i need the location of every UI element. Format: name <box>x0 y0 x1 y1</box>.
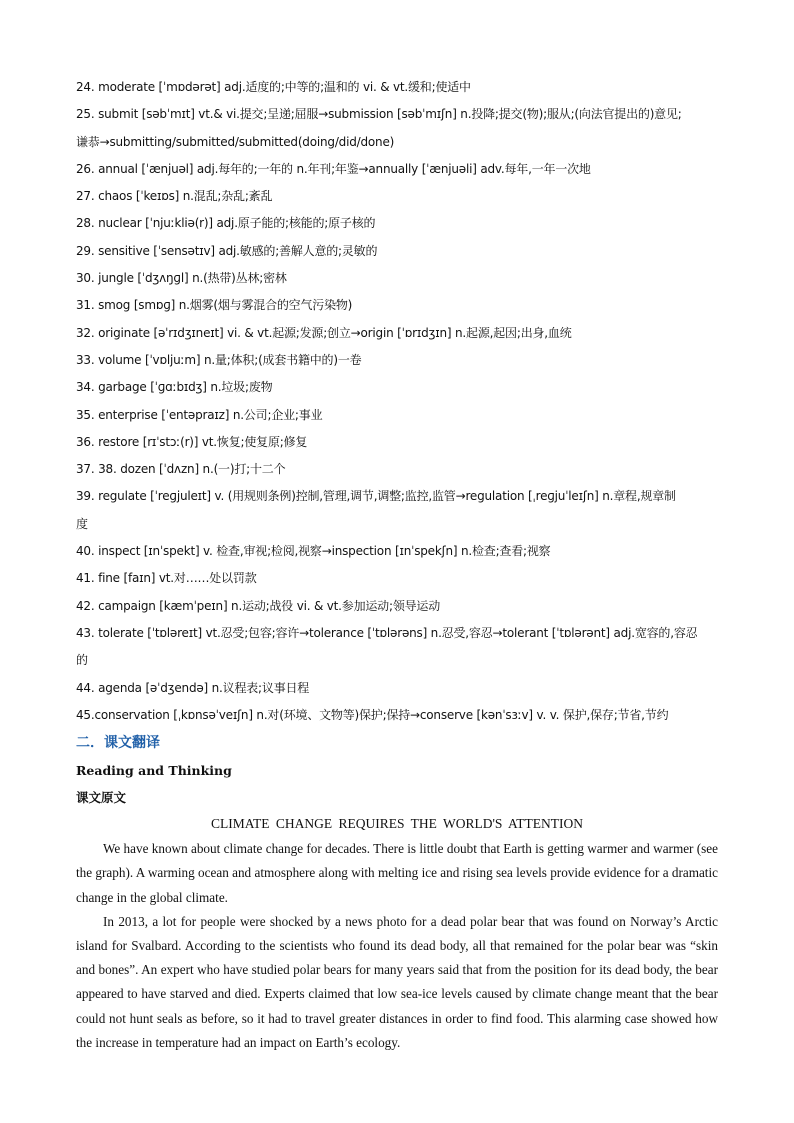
vocab-line-cont: 谦恭→submitting/submitted/submitted(doing/did/done) <box>76 134 395 149</box>
vocab-line: 39. regulate [ˈreɡjuleɪt] v. (用规则条例)控制,管理,调节,调整;监控,监管→regulation [ˌreɡjuˈleɪʃn] n.章程,规章制 <box>76 489 676 504</box>
vocab-item: 28. nuclear [ˈnjuːkliə(r)] adj.原子能的;核能的;原子核的 <box>76 216 376 231</box>
vocab-line-cont: 的 <box>76 653 88 668</box>
sub-heading: Reading and Thinking <box>76 763 232 779</box>
article-paragraph: In 2013, a lot for people were shocked by a news photo for a dead polar bear that was found on Norway’s Arctic island for Svalbard. According to the scientists who found its dead body, all that remained for the polar bear was “skin and bones”. An expert who have studied polar bears for many years said that from the position for its dead body, the bear appeared to have starved and died. Experts claimed that low sea-ice levels caused by climate change meant that the bear could not hunt seals as before, so it had to travel greater distances in order to find food. This alarming case showed how the increase in temperature had an impact on Earth’s ecology. <box>76 913 718 1050</box>
vocab-item: 29. sensitive [ˈsensətɪv] adj.敏感的;善解人意的;灵敏的 <box>76 243 378 258</box>
section-heading: 二．课文翻译 <box>76 735 160 752</box>
article-title: CLIMATE CHANGE REQUIRES THE WORLD'S ATTENTION <box>210 816 584 832</box>
vocab-item: 31. smog [smɒɡ] n.烟雾(烟与雾混合的空气污染物) <box>76 298 353 313</box>
vocab-item: 45.conservation [ˌkɒnsəˈveɪʃn] n.对(环境、文物等)保护;保持→conserve [kənˈsɜːv] v. v. 保护,保存;节省,节约 <box>76 707 669 722</box>
vocab-item: 40. inspect [ɪnˈspekt] v. 检查,审视;检阅,视察→inspection [ɪnˈspekʃn] n.检查;查看;视察 <box>76 544 551 559</box>
vocab-item: 37. 38. dozen [ˈdʌzn] n.(一)打;十二个 <box>76 462 286 477</box>
vocab-item: 36. restore [rɪˈstɔː(r)] vt.恢复;使复原;修复 <box>76 434 308 449</box>
vocab-item <box>76 620 718 675</box>
vocab-item <box>76 483 718 538</box>
vocab-item: 32. originate [əˈrɪdʒɪneɪt] vi. & vt.起源;发源;创立→origin [ˈɒrɪdʒɪn] n.起源,起因;出身,血统 <box>76 325 572 340</box>
article-paragraph: We have known about climate change for decades. There is little doubt that Earth is getting warmer and warmer (see the graph). A warming ocean and atmosphere along with melting ice and rising sea levels provide evidence for a dramatic change in the global climate. <box>76 841 718 905</box>
vocab-item <box>76 101 718 156</box>
vocab-item: 34. garbage [ˈɡɑːbɪdʒ] n.垃圾;废物 <box>76 380 273 395</box>
vocab-item: 44. agenda [əˈdʒendə] n.议程表;议事日程 <box>76 680 310 695</box>
vocab-list <box>76 74 718 729</box>
vocab-line: 25. submit [səbˈmɪt] vt.& vi.提交;呈递;屈服→submission [səbˈmɪʃn] n.投降;提交(物);服从;(向法官提出的)意见; <box>76 107 682 122</box>
vocab-line: 43. tolerate [ˈtɒləreɪt] vt.忍受;包容;容许→tolerance [ˈtɒlərəns] n.忍受,容忍→tolerant [ˈtɒlərənt] adj.宽容的,容忍 <box>76 625 698 640</box>
vocab-item: 41. fine [faɪn] vt.对……处以罚款 <box>76 571 257 586</box>
vocab-item: 27. chaos [ˈkeɪɒs] n.混乱;杂乱;紊乱 <box>76 189 273 204</box>
document-page <box>76 74 718 1055</box>
original-text-label: 课文原文 <box>76 790 127 806</box>
vocab-item: 42. campaign [kæmˈpeɪn] n.运动;战役 vi. & vt.参加运动;领导运动 <box>76 598 441 613</box>
vocab-item: 26. annual [ˈænjuəl] adj.每年的;一年的 n.年刊;年鉴→annually [ˈænjuəli] adv.每年,一年一次地 <box>76 161 591 176</box>
vocab-item: 35. enterprise [ˈentəpraɪz] n.公司;企业;事业 <box>76 407 323 422</box>
vocab-line-cont: 度 <box>76 516 88 531</box>
vocab-item: 33. volume [ˈvɒljuːm] n.量;体积;(成套书籍中的)一卷 <box>76 352 362 367</box>
vocab-item: 24. moderate [ˈmɒdərət] adj.适度的;中等的;温和的 vi. & vt.缓和;使适中 <box>76 80 471 94</box>
vocab-item: 30. jungle [ˈdʒʌŋɡl] n.(热带)丛林;密林 <box>76 271 287 286</box>
